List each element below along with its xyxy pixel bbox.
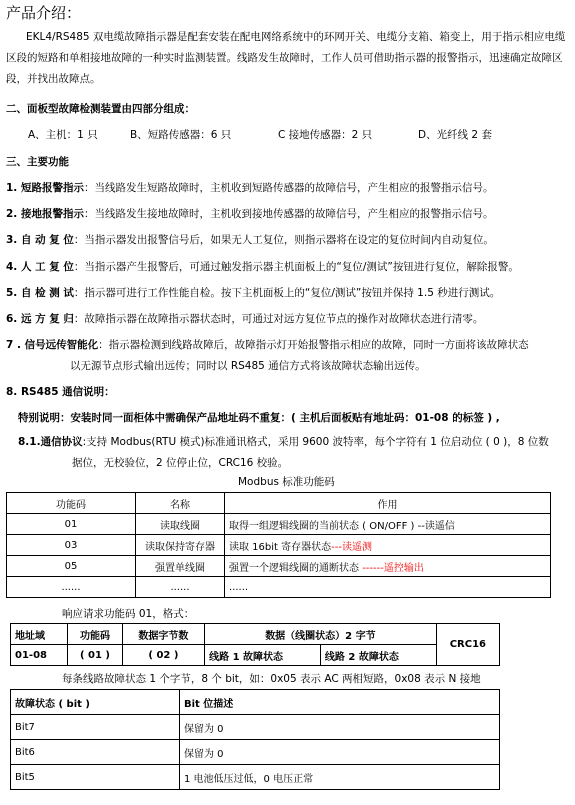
header-bit-desc: Bit 位描述 — [180, 690, 500, 715]
component-host: A、主机：1 只 — [28, 129, 98, 141]
table-row — [7, 514, 551, 535]
section-8-heading: 8. RS485 通信说明： — [6, 386, 115, 398]
cell-code: 03 — [7, 535, 136, 556]
response-caption: 响应请求功能码 01，格式： — [62, 608, 195, 620]
function-code-table — [6, 492, 551, 598]
table-row — [7, 577, 551, 598]
cell-name: 读取保持寄存器 — [136, 535, 225, 556]
table-row — [11, 740, 500, 765]
header-data: 数据（线圈状态）2 字节 — [205, 624, 437, 645]
function-item: 5. 自 检 测 试：指示器可进行工作性能自检。按下主机面板上的“复位/测试”按钮并保持 1.5 秒进行测试。 — [6, 287, 501, 299]
cell-byte-count: ( 02 ) — [122, 645, 204, 666]
bit-table — [10, 689, 500, 790]
cell-bit-desc: 保留为 0 — [180, 715, 500, 740]
cell-func-code: ( 01 ) — [68, 645, 123, 666]
table-row — [11, 765, 500, 790]
function-item: 1. 短路报警指示：当线路发生短路故障时，主机收到短路传感器的故障信号，产生相应的报警指示信号。 — [6, 182, 494, 194]
protocol-line: 8.1.通信协议:支持 Modbus(RTU 模式)标准通讯格式，采用 9600 波特率，每个字符有 1 位启动位 ( 0 )，8 位数 — [18, 436, 549, 448]
cell-code: 05 — [7, 556, 136, 577]
special-note: 特别说明：安装时同一面柜体中需确保产品地址码不重复：( 主机后面板贴有地址码：01-08 的标签 ) , — [18, 412, 500, 424]
cell-name: 读取线圈 — [136, 514, 225, 535]
intro-paragraph: EKL4/RS485 双电缆故障指示器是配套安装在配电网络系统中的环网开关、电缆分支箱、箱变上，用于指示相应电缆区段的短路和单相接地故障的一种实时监测装置。线路发生故障时，工作人员可借助指示器的报警指示，迅速确定故障区段，并找出故障点。 — [6, 31, 566, 85]
cell-desc: 读取 16bit 寄存器状态---读遥测 — [225, 535, 551, 556]
cell-desc: 强置一个逻辑线圈的通断状态 ------遥控输出 — [225, 556, 551, 577]
cell-desc: ...... — [225, 577, 551, 598]
function-item: 7 . 信号远传智能化：指示器检测到线路故障后，故障指示灯开始报警指示相应的故障，同时一方面将该故障状态 — [6, 339, 529, 351]
table-row — [7, 556, 551, 577]
function-item: 3. 自 动 复 位：当指示器发出报警信号后，如果无人工复位，则指示器将在设定的复位时间内自动复位。 — [6, 234, 494, 246]
header-address: 地址域 — [11, 624, 68, 645]
table-row — [11, 645, 500, 666]
cell-bit-desc: 保留为 0 — [180, 740, 500, 765]
function-item-continuation: 以无源节点形式输出远传；同时以 RS485 通信方式将该故障状态输出远传。 — [70, 360, 426, 372]
header-name: 名称 — [136, 493, 225, 514]
header-code: 功能码 — [7, 493, 136, 514]
cell-bit: Bit7 — [11, 715, 180, 740]
cell-address: 01-08 — [11, 645, 68, 666]
function-code-caption: Modbus 标准功能码 — [238, 476, 335, 488]
component-fiber: D、光纤线 2 套 — [418, 129, 492, 141]
page-title: 产品介绍： — [6, 4, 82, 22]
function-item: 2. 接地报警指示：当线路发生接地故障时，主机收到接地传感器的故障信号，产生相应的报警指示信号。 — [6, 208, 494, 220]
section-2-heading: 二、面板型故障检测装置由四部分组成： — [6, 103, 195, 115]
bit-note: 每条线路故障状态 1 个字节，8 个 bit，如：0x05 表示 AC 两相短路，0x08 表示 N 接地 — [62, 673, 481, 685]
header-func-code: 功能码 — [68, 624, 123, 645]
cell-bit: Bit6 — [11, 740, 180, 765]
header-byte-count: 数据字节数 — [122, 624, 204, 645]
table-header-row — [11, 690, 500, 715]
header-crc: CRC16 — [436, 624, 499, 666]
header-bit: 故障状态 ( bit ) — [11, 690, 180, 715]
cell-desc: 取得一组逻辑线圈的当前状态 ( ON/OFF ) --读遥信 — [225, 514, 551, 535]
protocol-continuation: 据位，无校验位，2 位停止位，CRC16 校验。 — [72, 457, 289, 469]
cell-code: ...... — [7, 577, 136, 598]
cell-name: ...... — [136, 577, 225, 598]
function-item: 6. 远 方 复 归：故障指示器在故障指示器状态时，可通过对远方复位节点的操作对故障状态进行清零。 — [6, 313, 484, 325]
function-item: 4. 人 工 复 位：当指示器产生报警后，可通过触发指示器主机面板上的“复位/测试”按钮进行复位，解除报警。 — [6, 261, 519, 273]
table-header-row — [7, 493, 551, 514]
cell-line2: 线路 2 故障状态 — [320, 645, 436, 666]
section-3-heading: 三、主要功能 — [6, 156, 69, 168]
table-header-row — [11, 624, 500, 645]
component-ground-sensor: C 接地传感器：2 只 — [278, 129, 373, 141]
cell-code: 01 — [7, 514, 136, 535]
cell-bit-desc: 1 电池低压过低，0 电压正常 — [180, 765, 500, 790]
table-row — [11, 715, 500, 740]
header-desc: 作用 — [225, 493, 551, 514]
component-short-sensor: B、短路传感器：6 只 — [130, 129, 232, 141]
cell-line1: 线路 1 故障状态 — [205, 645, 321, 666]
response-format-table — [10, 623, 500, 666]
cell-bit: Bit5 — [11, 765, 180, 790]
table-row — [7, 535, 551, 556]
cell-name: 强置单线圈 — [136, 556, 225, 577]
